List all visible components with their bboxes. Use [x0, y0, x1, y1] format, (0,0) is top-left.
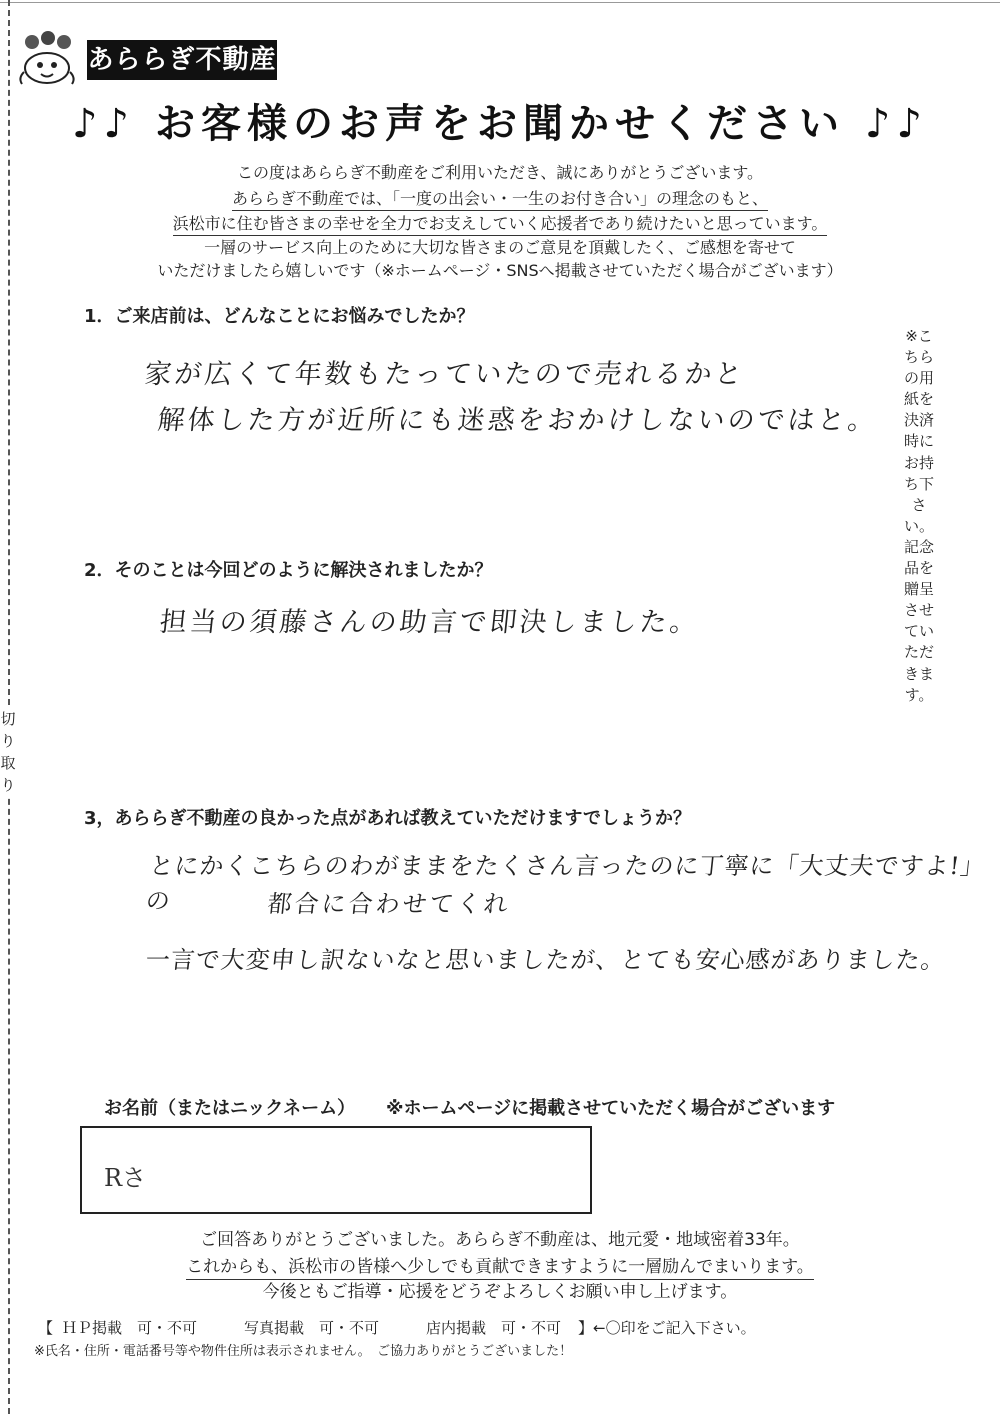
- cut-label-char: り: [0, 732, 16, 750]
- thanks-line: 今後ともご指導・応援をどうぞよろしくお願い申し上げます。: [262, 1282, 738, 1302]
- answer-3-line: 一言で大変申し訳ないなと思いましたが、とても安心感がありました。: [144, 946, 948, 974]
- page-title: ♪♪ お客様のお声をお聞かせください ♪♪: [72, 101, 928, 147]
- cut-label-char: り: [0, 776, 16, 794]
- permission-open-bracket: 【: [38, 1319, 54, 1337]
- intro-line: いただけましたら嬉しいです（※ホームページ・SNSへ掲載させていただく場合がございます）: [157, 261, 843, 280]
- name-field[interactable]: [80, 1126, 592, 1214]
- question-1: 1．ご来店前は、どんなことにお悩みでしたか？: [84, 306, 475, 327]
- answer-1-line: 家が広くて年数もたっていたので売れるかと: [143, 359, 747, 390]
- answer-2-line: 担当の須藤さんの助言で即決しました。: [158, 607, 702, 638]
- company-logo: あららぎ不動産: [87, 40, 277, 80]
- cut-label: [0, 708, 16, 796]
- permission-close-note: 】←〇印をご記入下さい。: [578, 1319, 756, 1337]
- side-note: ※こちらの用紙を決済時にお持ち下さい。記念品を贈呈させていただきます。: [904, 327, 935, 704]
- intro-line: 一層のサービス向上のために大切な皆さまのご意見を頂戴したく、ご感想を寄せて: [204, 238, 796, 257]
- permission-hp[interactable]: ＨＰ掲載 可・不可: [62, 1319, 198, 1337]
- cut-label-char: 切: [0, 710, 16, 728]
- thanks-line: これからも、浜松市の皆様へ少しでも貢献できますように一層励んでまいります。: [60, 1252, 940, 1277]
- permission-photo[interactable]: 写真掲載 可・不可: [244, 1319, 380, 1337]
- cut-label-char: 取: [0, 754, 16, 772]
- top-edge-line: [0, 2, 1000, 3]
- mascot-logo-icon: [14, 30, 80, 88]
- footer-note: ※氏名・住所・電話番号等や物件住所は表示されません。 ご協力ありがとうございました！: [34, 1344, 573, 1359]
- cut-line: [8, 0, 10, 1414]
- answer-3-line: 都合に合わせてくれ: [266, 890, 513, 918]
- intro-line: 浜松市に住む皆さまの幸せを全力でお支えしていく応援者であり続けたいと思っています。: [60, 211, 940, 234]
- intro-line: この度はあららぎ不動産をご利用いただき、誠にありがとうございます。: [236, 163, 764, 182]
- question-3: 3，あららぎ不動産の良かった点があれば教えていただけますでしょうか？: [84, 808, 692, 829]
- intro-line: あららぎ不動産では、「一度の出会い・一生のお付き合い」の理念のもと、: [60, 186, 940, 209]
- name-label: お名前（またはニックネーム）: [104, 1098, 356, 1119]
- answer-1-line: 解体した方が近所にも迷惑をおかけしないのではと。: [156, 405, 880, 436]
- permission-store[interactable]: 店内掲載 可・不可: [426, 1319, 562, 1337]
- question-2: 2．そのことは今回どのように解決されましたか？: [84, 560, 493, 581]
- thanks-line: ご回答ありがとうございました。あららぎ不動産は、地元愛・地域密着33年。: [200, 1230, 800, 1250]
- answer-3-line: とにかくこちらのわがままをたくさん言ったのに丁寧に「大丈夫ですよ!」の: [144, 852, 987, 915]
- name-note: ※ホームページに掲載させていただく場合がございます: [386, 1098, 836, 1119]
- name-value: Rさ: [104, 1164, 147, 1192]
